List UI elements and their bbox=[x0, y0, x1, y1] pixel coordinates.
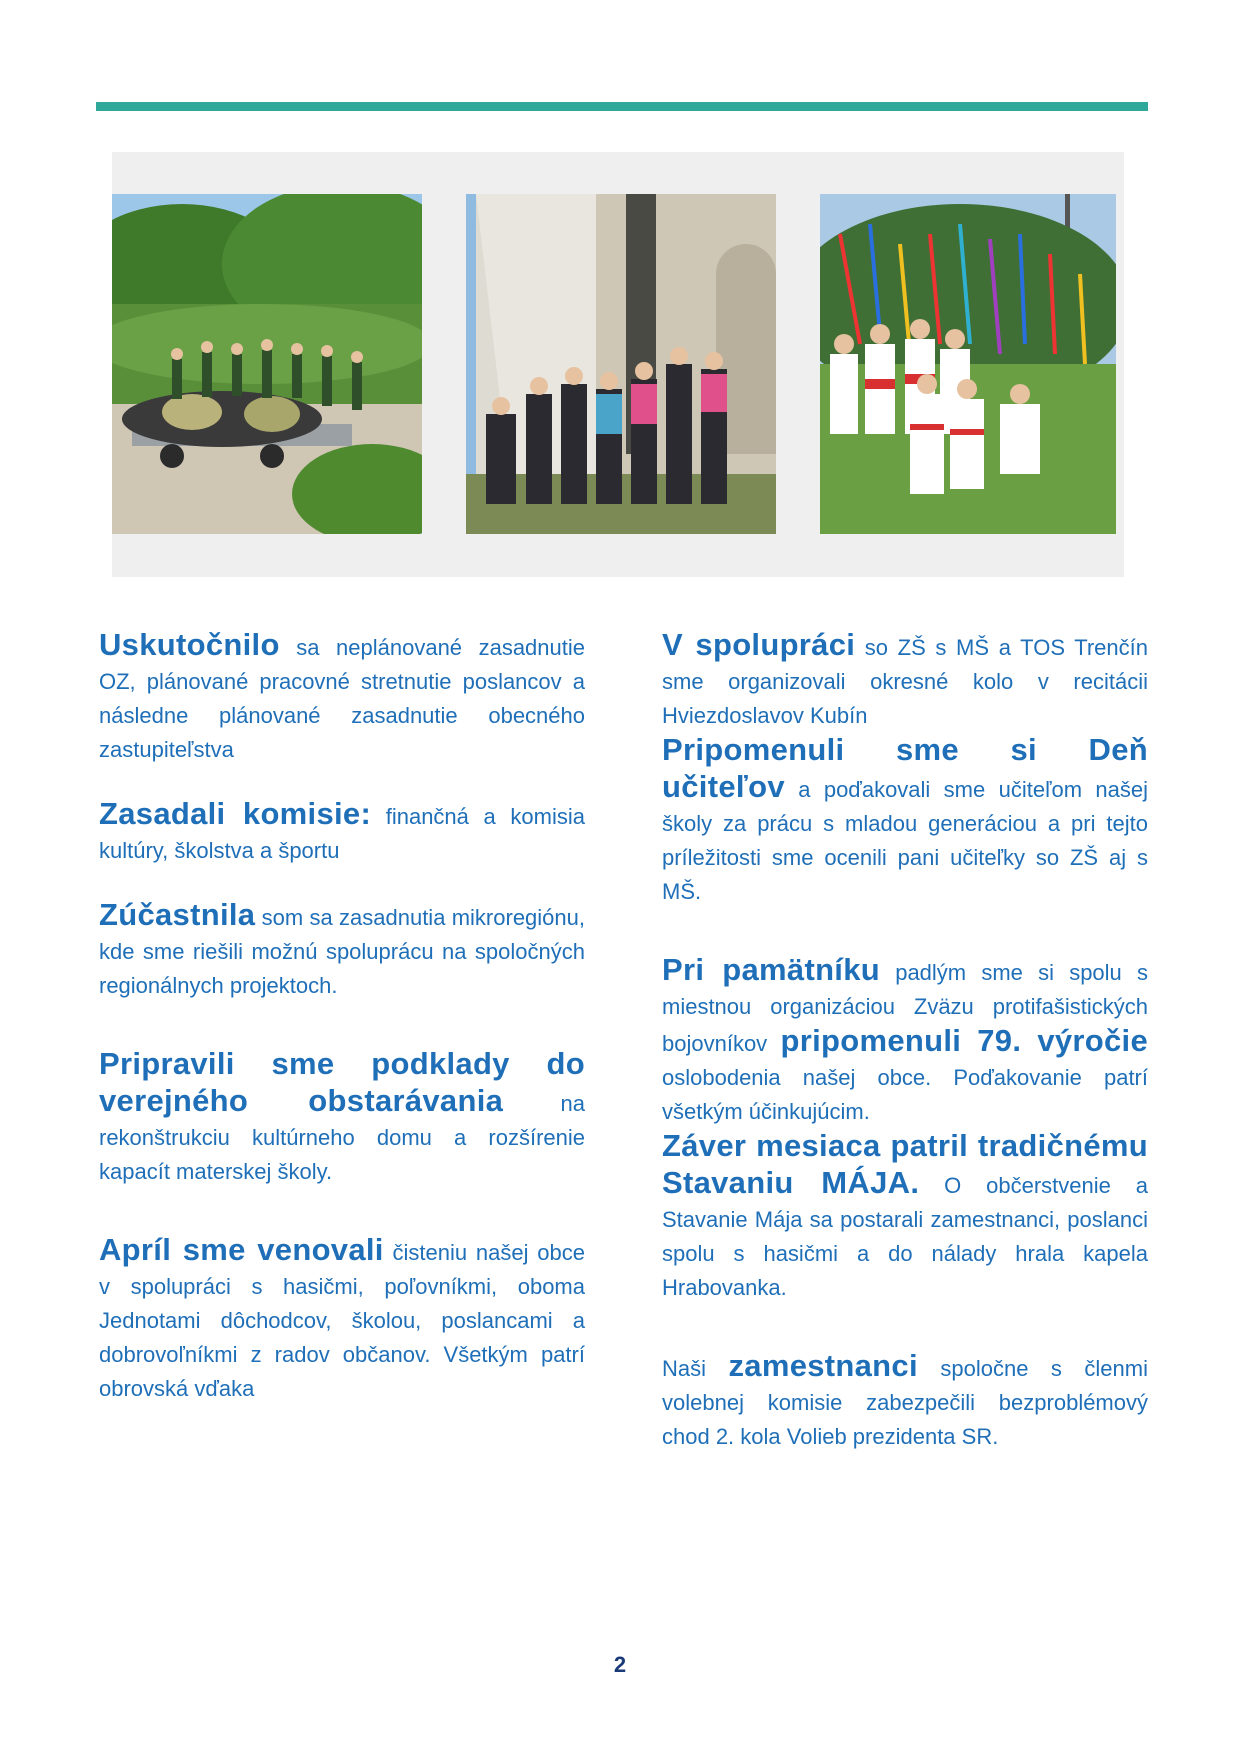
left-column bbox=[99, 628, 585, 1406]
paragraph-procurement bbox=[99, 1047, 585, 1189]
paragraph-maypole bbox=[662, 1129, 1148, 1305]
children-maypole-image bbox=[820, 194, 1116, 534]
right-column bbox=[662, 628, 1148, 1454]
lead-heading: Pri pamätníku bbox=[662, 952, 880, 987]
paragraph-text: so ZŠ s MŠ a TOS Trenčín sme organizovali okresné kolo v recitácii Hviezdoslavov Kubín bbox=[662, 635, 1148, 728]
lead-heading: Zúčastnila bbox=[99, 897, 256, 932]
paragraph-text-secondary: oslobodenia našej obce. Poďakovanie patrí všetkým účinkujúcim. bbox=[662, 1065, 1148, 1124]
lead-heading: zamestnanci bbox=[728, 1348, 918, 1383]
paragraph-memorial bbox=[662, 953, 1148, 1129]
lead-heading-secondary: pripomenuli 79. výročie bbox=[780, 1023, 1148, 1058]
paragraph-text: finančná a komisia kultúry, školstva a športu bbox=[99, 804, 585, 863]
chapel-group-image bbox=[466, 194, 776, 534]
paragraph-text: čisteniu našej obce v spolupráci s hasičmi, poľovníkmi, oboma Jednotami dôchodcov, školou, poslancami a dobrovoľníkmi z radov občanov. Všetkým patrí obrovská vďaka bbox=[99, 1240, 585, 1401]
paragraph-text: som sa zasadnutia mikroregiónu, kde sme riešili možnú spoluprácu na spoločných regionálnych projektoch. bbox=[99, 905, 585, 998]
lead-heading: Uskutočnilo bbox=[99, 627, 280, 662]
paragraph-committees bbox=[99, 797, 585, 868]
lead-heading: V spolupráci bbox=[662, 627, 856, 662]
paragraph-text: na rekonštrukciu kultúrneho domu a rozšírenie kapacít materskej školy. bbox=[99, 1091, 585, 1184]
photo-volunteers-trailer bbox=[112, 194, 422, 534]
volunteers-trailer-image bbox=[112, 194, 422, 534]
paragraph-text: sa neplánované zasadnutie OZ, plánované pracovné stretnutie poslancov a následne plánované zasadnutie obecného zastupiteľstva bbox=[99, 635, 585, 762]
lead-heading: Apríl sme venovali bbox=[99, 1232, 384, 1267]
paragraph-meetings bbox=[99, 628, 585, 767]
paragraph-text: spoločne s členmi volebnej komisie zabezpečili bezproblémový chod 2. kola Volieb prezidenta SR. bbox=[662, 1356, 1148, 1449]
lead-heading: Pripomenuli sme si Deň učiteľov bbox=[662, 732, 1148, 804]
photo-chapel-group bbox=[466, 194, 776, 534]
paragraph-teachers-day bbox=[662, 733, 1148, 909]
paragraph-text: a poďakovali sme učiteľom našej školy za prácu s mladou generáciou a pri tejto príležitosti sme ocenili pani učiteľky so ZŠ aj s MŠ. bbox=[662, 777, 1148, 904]
top-accent-rule bbox=[96, 102, 1148, 111]
paragraph-april-cleanup bbox=[99, 1233, 585, 1406]
lead-heading: Záver mesiaca patril tradičnému Stavaniu MÁJA. bbox=[662, 1128, 1148, 1200]
paragraph-text: padlým sme si spolu s miestnou organizáciou Zväzu protifašistických bojovníkov bbox=[662, 960, 1148, 1056]
paragraph-prefix: Naši bbox=[662, 1356, 729, 1381]
lead-heading: Pripravili sme podklady do verejného obstarávania bbox=[99, 1046, 585, 1118]
photo-strip bbox=[112, 152, 1124, 577]
paragraph-recitation bbox=[662, 628, 1148, 733]
page-number: 2 bbox=[613, 1652, 627, 1677]
paragraph-text: O občerstvenie a Stavanie Mája sa postarali zamestnanci, poslanci spolu s hasičmi a do nálady hrala kapela Hrabovanka. bbox=[662, 1173, 1148, 1300]
paragraph-microregion bbox=[99, 898, 585, 1003]
paragraph-election bbox=[662, 1349, 1148, 1454]
photo-children-maypole bbox=[820, 194, 1116, 534]
lead-heading: Zasadali komisie: bbox=[99, 796, 372, 831]
